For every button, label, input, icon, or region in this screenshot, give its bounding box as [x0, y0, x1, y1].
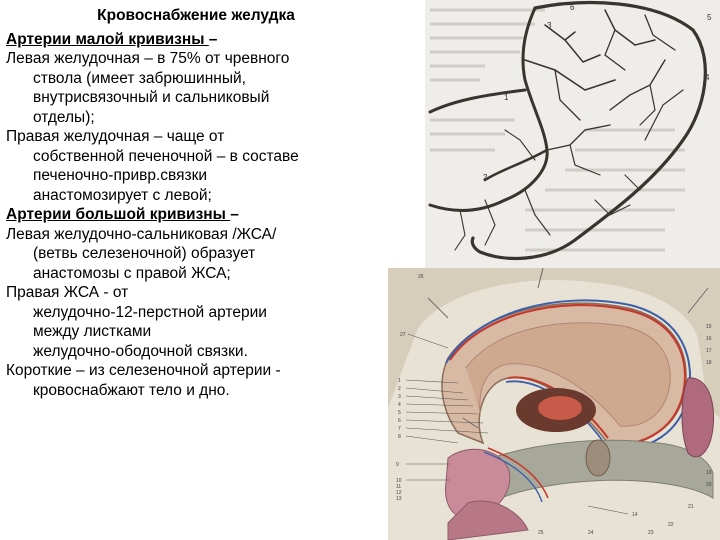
figure-label: 3 [547, 21, 552, 30]
figure-label: 2 [483, 173, 488, 182]
item-line: желудочно-12-перстной артерии [33, 303, 267, 321]
figure-label: 16 [706, 336, 712, 342]
figure-label: 11 [396, 484, 402, 490]
figure-label: 27 [400, 332, 406, 338]
item-line: собственной печеночной – в составе [33, 147, 299, 165]
item-line: желудочно-ободочной связки. [33, 342, 248, 360]
item-first-line: Правая желудочная – чаще от [6, 128, 225, 145]
lesser-curvature-heading-text: Артерии малой кривизны [6, 30, 209, 48]
figure-label: 14 [632, 512, 638, 518]
item-line: отделы); [33, 108, 95, 126]
item-line: анастомозирует с левой; [33, 186, 212, 204]
pancreas-tissue [538, 396, 582, 420]
figure-label: 5 [398, 410, 401, 416]
figure-label: 22 [668, 522, 674, 528]
item-first-line: Короткие – из селезеночной артерии - [6, 362, 281, 379]
figure-label: 18 [706, 360, 712, 366]
figure-label: 2 [398, 386, 401, 392]
figure-label: 8 [398, 434, 401, 440]
figure-label: 25 [538, 530, 544, 536]
item-line: ствола (имеет забрюшинный, [33, 69, 246, 87]
figure-label: 6 [398, 418, 401, 424]
lesser-curvature-heading-dash: – [208, 30, 218, 48]
lesser-item-left-gastric [6, 49, 386, 127]
item-first-line: Левая желудочная – в 75% от чревного [6, 50, 290, 67]
figure-label: 24 [588, 530, 594, 536]
greater-item-right-gea [6, 283, 386, 361]
stomach-artery-drawing [425, 0, 720, 268]
figure-label: 1 [504, 93, 509, 102]
greater-curvature-heading [6, 205, 386, 225]
greater-item-left-gea [6, 225, 386, 284]
item-line: между листками [33, 323, 152, 340]
item-line-text: кровоснабжают тело и дно. [33, 381, 230, 399]
stomach-anatomy-illustration [388, 268, 720, 540]
stomach-anatomy-svg [388, 268, 720, 540]
figure-label: 4 [398, 402, 401, 408]
greater-item-short-gastric [6, 361, 386, 400]
figure-label: 7 [398, 426, 401, 432]
figure-label: 13 [396, 496, 402, 502]
lesser-curvature-heading [6, 30, 386, 50]
figure-label: 3 [398, 394, 401, 400]
figure-label: 6 [570, 3, 575, 12]
greater-curvature-heading-dash: – [230, 206, 239, 223]
figure-label: 23 [648, 530, 654, 536]
figure-label: 10 [396, 478, 402, 484]
lesser-item-right-gastric [6, 127, 386, 205]
figure-label: 19 [706, 470, 712, 476]
item-line: (ветвь селезеночной) образует [33, 245, 256, 262]
figure-label: 1 [398, 378, 401, 384]
item-line: печеночно-привр.связки [33, 167, 208, 184]
gallbladder-like-structure [586, 440, 610, 476]
figure-label: 4 [705, 73, 710, 82]
figure-label: 5 [707, 13, 712, 22]
text-column [6, 6, 386, 400]
figure-label: 12 [396, 490, 402, 496]
background-text-texture [430, 10, 685, 250]
figure-label: 20 [706, 482, 712, 488]
figure-top-labels [483, 3, 712, 182]
figure-label: 15 [706, 324, 712, 330]
figure-label: 17 [706, 348, 712, 354]
item-line: анастомозы с правой ЖСА; [33, 264, 231, 282]
figure-label: 26 [418, 274, 424, 280]
item-first-line: Правая ЖСА - от [6, 284, 129, 301]
item-line [6, 381, 386, 401]
page-title: Кровоснабжение желудка [97, 7, 295, 24]
stomach-artery-svg [425, 0, 720, 268]
figure-label: 21 [688, 504, 694, 510]
item-line: внутрисвязочный и сальниковый [33, 89, 270, 106]
item-first-line: Левая желудочно-сальниковая /ЖСА/ [6, 225, 277, 243]
greater-curvature-heading-text: Артерии большой кривизны [6, 206, 231, 223]
figure-label: 9 [396, 462, 399, 468]
